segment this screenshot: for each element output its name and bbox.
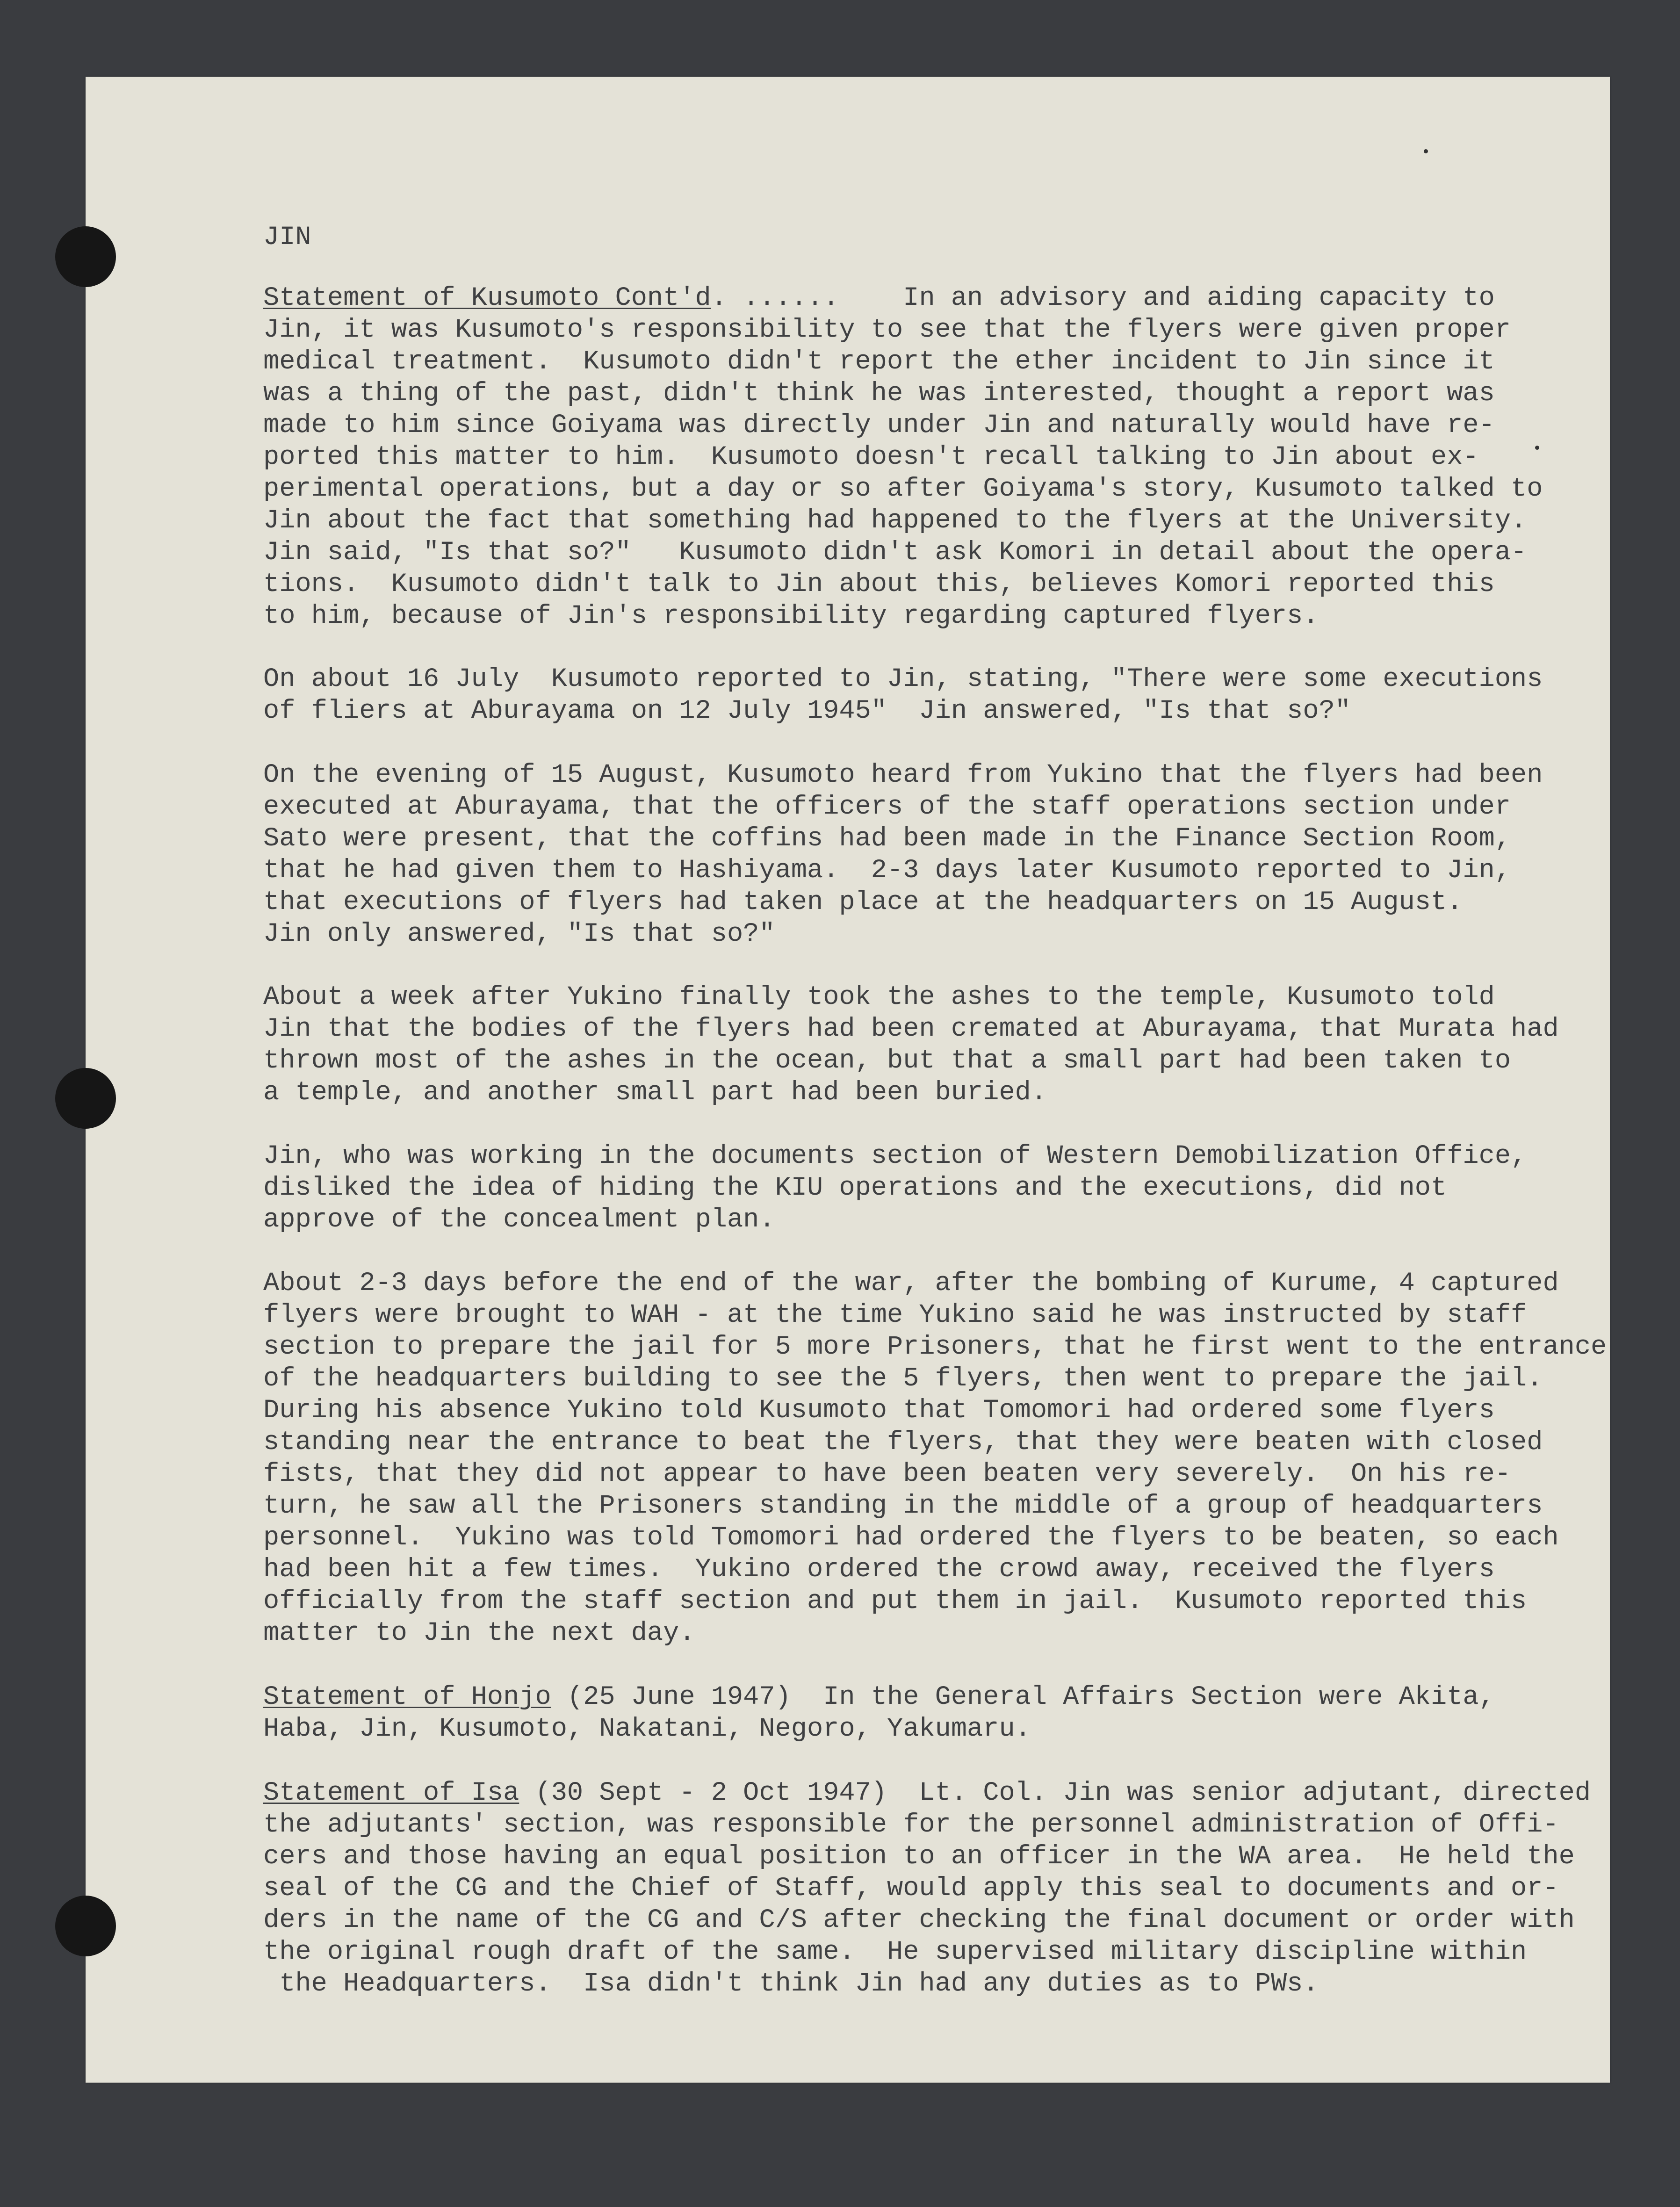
paragraph-line: to him, because of Jin's responsibility regarding captured flyers. <box>263 601 1319 631</box>
paragraph-line: cers and those having an equal position to an officer in the WA area. He held the <box>263 1842 1575 1872</box>
paragraph-line: officially from the staff section and put them in jail. Kusumoto reported this <box>263 1587 1527 1616</box>
paragraph-line: Statement of Honjo (25 June 1947) In the General Affairs Section were Akita, <box>263 1682 1495 1712</box>
paragraph-line: During his absence Yukino told Kusumoto that Tomomori had ordered some flyers <box>263 1396 1495 1426</box>
paragraph-line: On the evening of 15 August, Kusumoto heard from Yukino that the flyers had been <box>263 760 1543 790</box>
paragraph-line: section to prepare the jail for 5 more Prisoners, that he first went to the entrance <box>263 1332 1607 1362</box>
paragraph-line: Jin, who was working in the documents section of Western Demobilization Office, <box>263 1141 1527 1171</box>
paragraph-line: approve of the concealment plan. <box>263 1205 775 1235</box>
paragraph-line: flyers were brought to WAH - at the time Yukino said he was instructed by staff <box>263 1300 1527 1330</box>
typed-text <box>86 77 1607 2207</box>
paragraph-line: About 2-3 days before the end of the war, after the bombing of Kurume, 4 captured <box>263 1269 1559 1298</box>
paragraph-line: disliked the idea of hiding the KIU operations and the executions, did not <box>263 1173 1447 1203</box>
statement-heading: Statement of Isa <box>263 1778 519 1808</box>
statement-heading: Statement of Kusumoto Cont'd <box>263 283 711 313</box>
paragraph-line: Sato were present, that the coffins had been made in the Finance Section Room, <box>263 824 1511 854</box>
page-speck <box>1535 446 1539 450</box>
paragraph-line: ders in the name of the CG and C/S after checking the final document or order with <box>263 1905 1575 1935</box>
paragraph-line: tions. Kusumoto didn't talk to Jin about this, believes Komori reported this <box>263 570 1495 599</box>
statement-heading: Statement of Honjo <box>263 1682 551 1712</box>
paragraph-line: of the headquarters building to see the 5 flyers, then went to prepare the jail. <box>263 1364 1543 1394</box>
paragraph-line: had been hit a few times. Yukino ordered the crowd away, received the flyers <box>263 1555 1495 1585</box>
paragraph-line: medical treatment. Kusumoto didn't report the ether incident to Jin since it <box>263 347 1495 377</box>
paragraph-line: made to him since Goiyama was directly under Jin and naturally would have re- <box>263 411 1495 440</box>
paragraph-line: Jin, it was Kusumoto's responsibility to see that the flyers were given proper <box>263 315 1511 345</box>
paragraph-line: turn, he saw all the Prisoners standing in the middle of a group of headquarters <box>263 1491 1543 1521</box>
paragraph-line: that he had given them to Hashiyama. 2-3 days later Kusumoto reported to Jin, <box>263 856 1511 886</box>
document-page <box>86 77 1610 2083</box>
page-speck <box>1424 149 1428 153</box>
page-header: JIN <box>263 223 311 252</box>
paragraph-line: About a week after Yukino finally took the ashes to the temple, Kusumoto told <box>263 982 1495 1012</box>
paragraph-line: was a thing of the past, didn't think he was interested, thought a report was <box>263 379 1495 409</box>
paragraph-line: the Headquarters. Isa didn't think Jin had any duties as to PWs. <box>263 1969 1319 1999</box>
paragraph-line: seal of the CG and the Chief of Staff, would apply this seal to documents and or- <box>263 1874 1559 1904</box>
paragraph-line: the adjutants' section, was responsible for the personnel administration of Offi- <box>263 1810 1559 1840</box>
paragraph-line: perimental operations, but a day or so after Goiyama's story, Kusumoto talked to <box>263 474 1543 504</box>
paragraph-line: of fliers at Aburayama on 12 July 1945" Jin answered, "Is that so?" <box>263 696 1351 726</box>
paragraph-line: personnel. Yukino was told Tomomori had ordered the flyers to be beaten, so each <box>263 1523 1559 1553</box>
paragraph-line: Jin that the bodies of the flyers had been cremated at Aburayama, that Murata had <box>263 1014 1559 1044</box>
paragraph-line: Jin about the fact that something had happened to the flyers at the University. <box>263 506 1527 536</box>
paragraph-line: Haba, Jin, Kusumoto, Nakatani, Negoro, Yakumaru. <box>263 1714 1031 1744</box>
paragraph-line: Jin said, "Is that so?" Kusumoto didn't ask Komori in detail about the opera- <box>263 538 1527 568</box>
paragraph-line: Statement of Kusumoto Cont'd. ...... In an advisory and aiding capacity to <box>263 283 1495 313</box>
paragraph-line: fists, that they did not appear to have been beaten very severely. On his re- <box>263 1459 1511 1489</box>
paragraph-line: matter to Jin the next day. <box>263 1618 695 1648</box>
paragraph-line: the original rough draft of the same. He supervised military discipline within <box>263 1937 1527 1967</box>
paragraph-line: a temple, and another small part had been buried. <box>263 1078 1047 1108</box>
paragraph-line: executed at Aburayama, that the officers of the staff operations section under <box>263 792 1511 822</box>
paragraph-line: standing near the entrance to beat the flyers, that they were beaten with closed <box>263 1428 1543 1457</box>
paragraph-line: that executions of flyers had taken place at the headquarters on 15 August. <box>263 887 1463 917</box>
paragraph-line: On about 16 July Kusumoto reported to Jin, stating, "There were some executions <box>263 664 1543 694</box>
paragraph-line: Jin only answered, "Is that so?" <box>263 919 775 949</box>
paragraph-line: Statement of Isa (30 Sept - 2 Oct 1947) Lt. Col. Jin was senior adjutant, directed <box>263 1778 1591 1808</box>
paragraph-line: ported this matter to him. Kusumoto doesn't recall talking to Jin about ex- <box>263 442 1479 472</box>
paragraph-line: thrown most of the ashes in the ocean, but that a small part had been taken to <box>263 1046 1511 1076</box>
